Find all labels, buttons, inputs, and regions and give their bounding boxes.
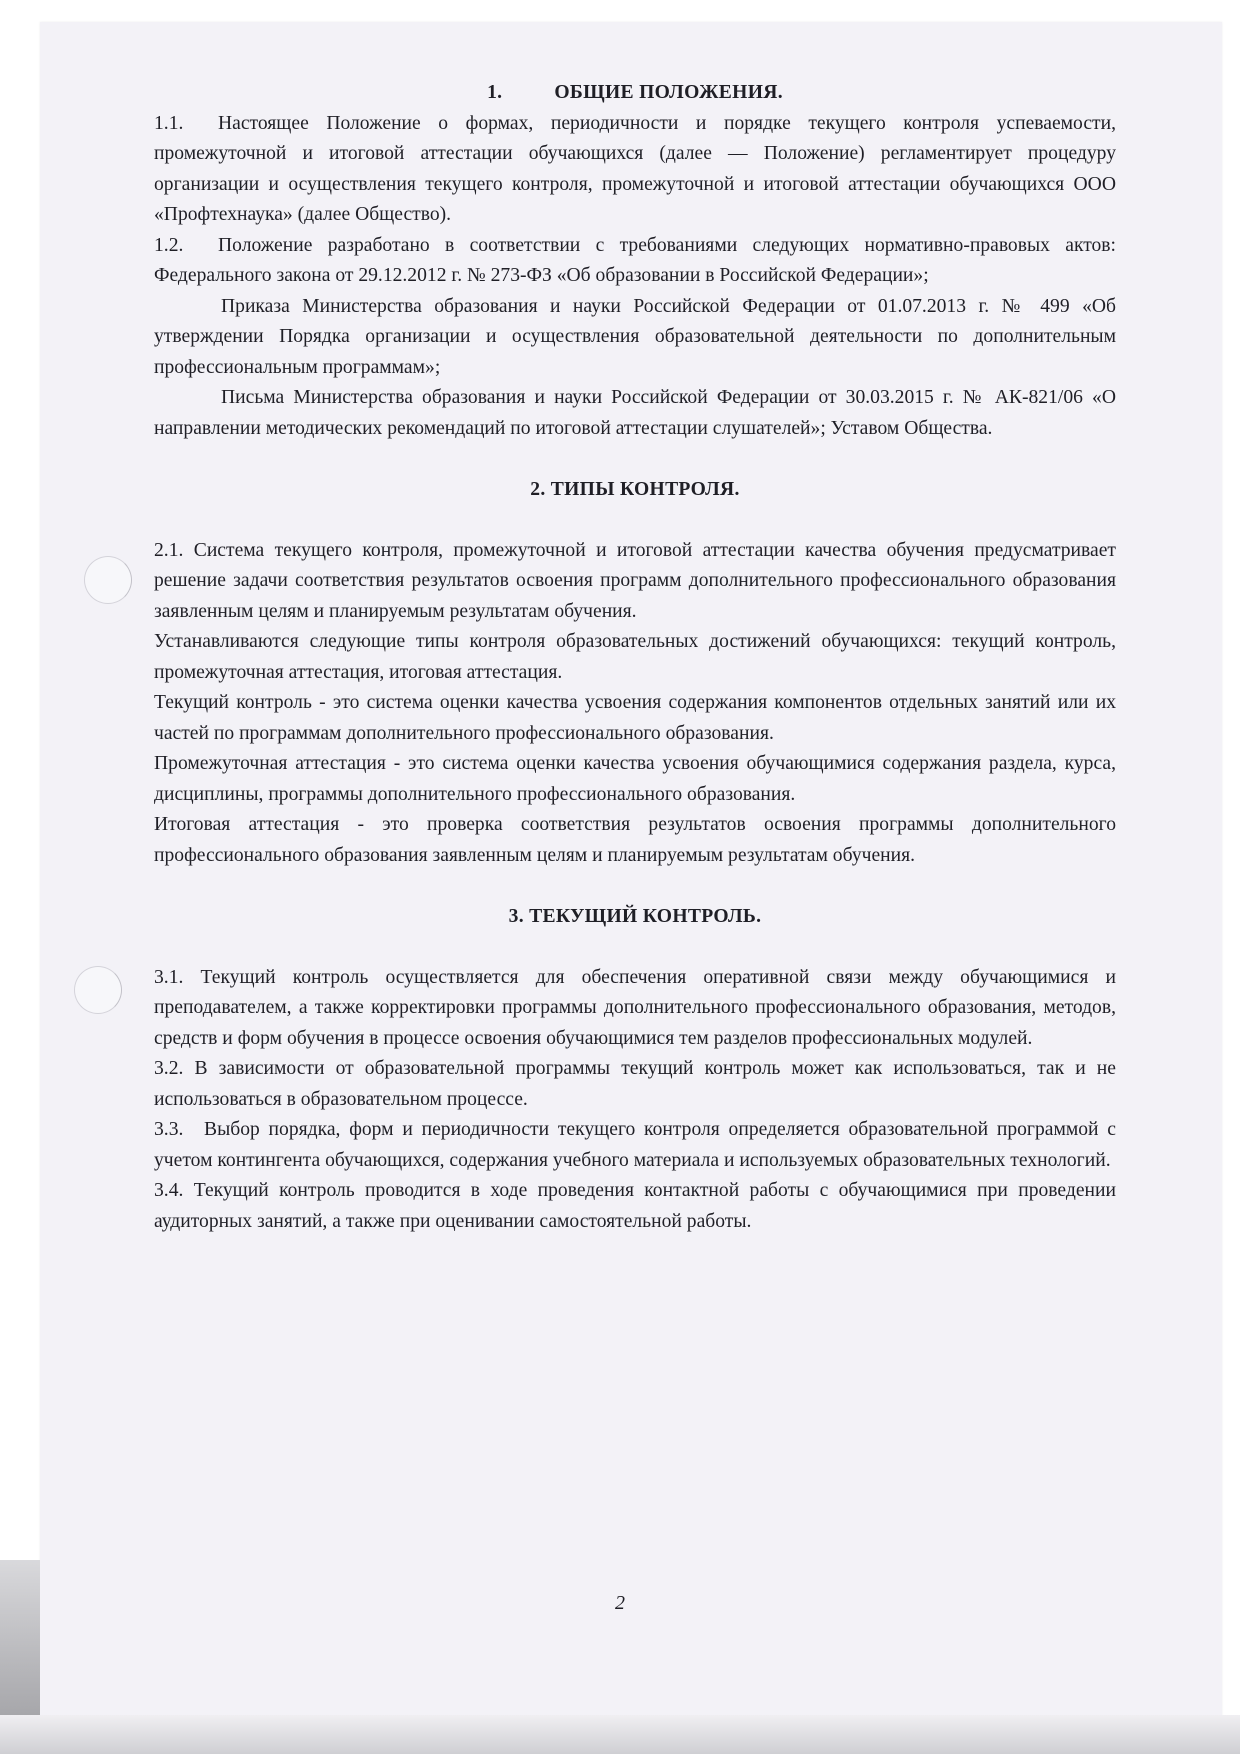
- paragraph-1-2-text: Положение разработано в соответствии с требованиями следующих нормативно-правовых актов: Федерального закона от 29.12.2012 г. № 273-ФЗ «Об образовании в Российской Федерации»;: [154, 234, 1116, 286]
- section-2-heading: 2. ТИПЫ КОНТРОЛЯ.: [530, 479, 740, 500]
- section-1-title: ОБЩИЕ ПОЛОЖЕНИЯ.: [554, 82, 783, 103]
- paragraph-1-2-order: Приказа Министерства образования и науки Российской Федерации от 01.07.2013 г. № 499 «Об утверждении Порядка организации и осуществления образовательной деятельности по дополнительным профессиональным программам»;: [154, 295, 1116, 378]
- punch-hole-bottom: [74, 966, 122, 1014]
- paragraph-1-1-number: 1.1.: [154, 112, 184, 134]
- paragraph-2-final: Итоговая аттестация - это проверка соответствия результатов освоения программы дополнительного профессионального образования заявленным целям и планируемым результатам обучения.: [154, 814, 1116, 866]
- paragraph-1-1: [154, 109, 1116, 231]
- paragraph-1-2-letter: Письма Министерства образования и науки Российской Федерации от 30.03.2015 г. № АК-821/06 «О направлении методических рекомендаций по итоговой аттестации слушателей»; Уставом Общества.: [154, 387, 1116, 439]
- paragraph-3-1: 3.1. Текущий контроль осуществляется для обеспечения оперативной связи между обучающимися и преподавателем, а также корректировки программы дополнительного профессионального образования, методов, средств и форм обучения в процессе освоения обучающимися тем разделов профессиональных модулей.: [154, 966, 1116, 1049]
- section-1-heading: [154, 78, 1116, 109]
- document-body: [154, 78, 1116, 1237]
- paragraph-1-1-text: Настоящее Положение о формах, периодичности и порядке текущего контроля успеваемости, промежуточной и итоговой аттестации обучающихся (далее — Положение) регламентирует процедуру организации и осуществления текущего контроля, промежуточной и итоговой аттестации обучающихся ООО «Профтехнаука» (далее Общество).: [154, 112, 1116, 225]
- paragraph-2-1: 2.1. Система текущего контроля, промежуточной и итоговой аттестации качества обучения предусматривает решение задачи соответствия результатов освоения программ дополнительного профессионального образования заявленным целям и планируемым результатам обучения.: [154, 539, 1116, 622]
- paragraph-1-2-number: 1.2.: [154, 234, 184, 256]
- paragraph-1-2: [154, 231, 1116, 292]
- section-1-number: 1.: [487, 82, 503, 103]
- section-3-heading: 3. ТЕКУЩИЙ КОНТРОЛЬ.: [508, 906, 762, 927]
- paragraph-3-3-text: Выбор порядка, форм и периодичности текущего контроля определяется образовательной программой с учетом контингента обучающихся, содержания учебного материала и используемых образовательных технологий.: [154, 1119, 1116, 1171]
- paragraph-3-3-number: 3.3.: [154, 1119, 184, 1140]
- punch-hole-top: [84, 556, 132, 604]
- page-number: 2: [615, 1592, 625, 1614]
- paragraph-3-4: 3.4. Текущий контроль проводится в ходе проведения контактной работы с обучающимися при проведении аудиторных занятий, а также при оценивании самостоятельной работы.: [154, 1180, 1116, 1232]
- paragraph-3-3: [154, 1115, 1116, 1176]
- paragraph-3-2: 3.2. В зависимости от образовательной программы текущий контроль может как использоваться, так и не использоваться в образовательном процессе.: [154, 1058, 1116, 1110]
- scan-bottom-edge: [0, 1715, 1240, 1754]
- paragraph-2-types: Устанавливаются следующие типы контроля образовательных достижений обучающихся: текущий контроль, промежуточная аттестация, итоговая аттестация.: [154, 631, 1116, 683]
- paragraph-2-current-control: Текущий контроль - это система оценки качества усвоения содержания компонентов отдельных занятий или их частей по программам дополнительного профессионального образования.: [154, 692, 1116, 744]
- paragraph-2-intermediate: Промежуточная аттестация - это система оценки качества усвоения обучающимися содержания раздела, курса, дисциплины, программы дополнительного профессионального образования.: [154, 753, 1116, 805]
